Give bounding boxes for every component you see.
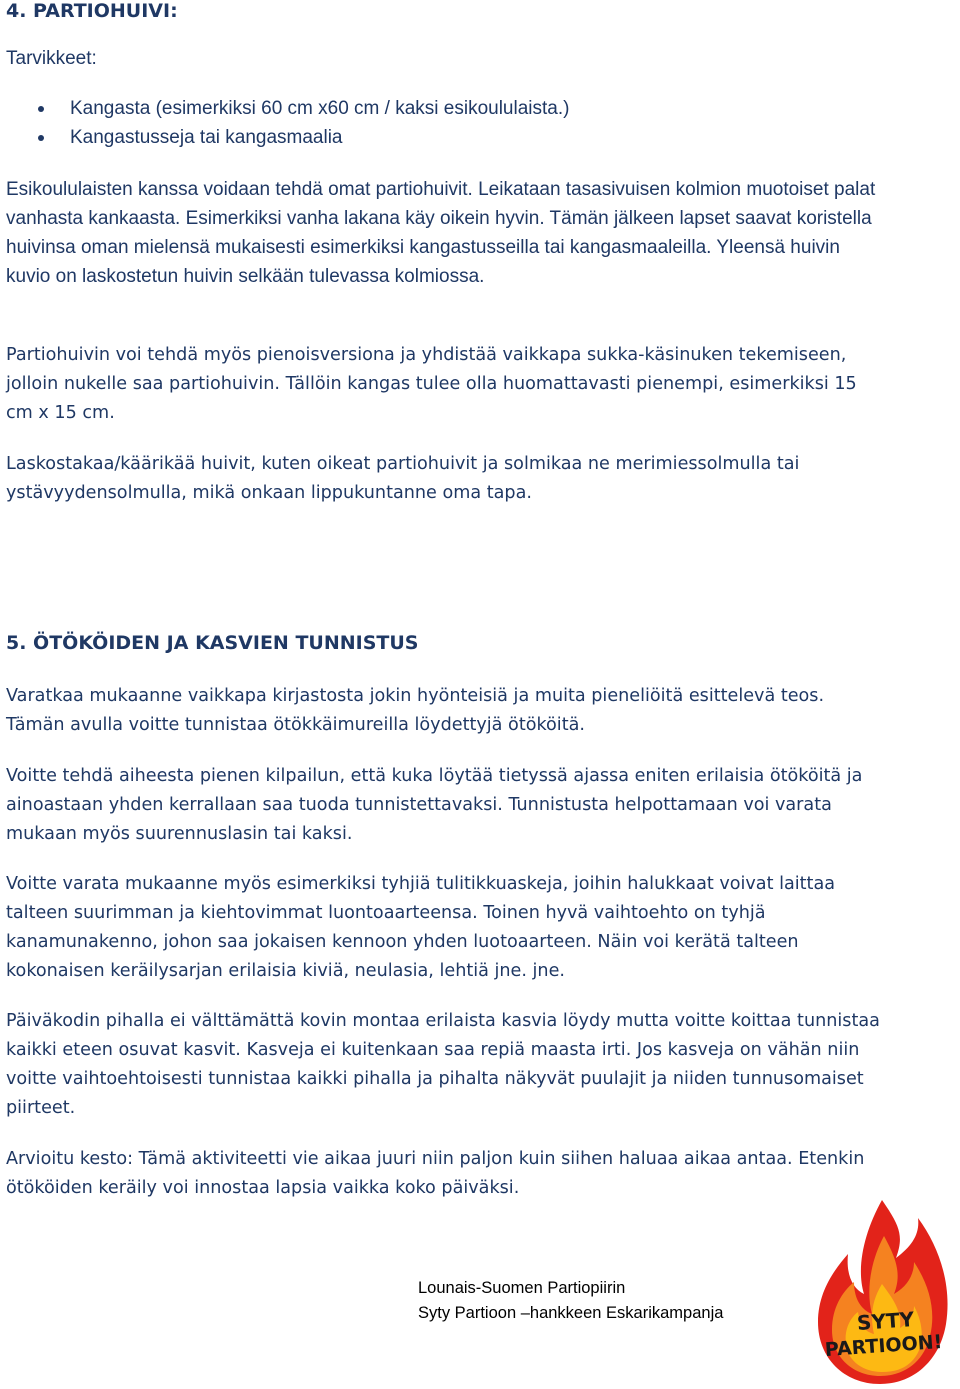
paragraph: Arvioitu kesto: Tämä aktiviteetti vie aikaa juuri niin paljon kuin siihen haluaa aikaa antaa. Etenkin ötököiden keräily voi innostaa lapsia vaikka koko päiväksi. [6, 1149, 865, 1198]
list-item: Kangastusseja tai kangasmaalia [0, 123, 569, 152]
supplies-label: Tarvikkeet: [6, 48, 97, 69]
footer-organization: Lounais-Suomen Partiopiirin [418, 1279, 626, 1297]
section-5-heading: 5. ÖTÖKÖIDEN JA KASVIEN TUNNISTUS [6, 632, 419, 654]
logo-text-partioon: PARTIOON! [824, 1330, 943, 1362]
paragraph: Esikoululaisten kanssa voidaan tehdä omat partiohuivit. Leikataan tasasivuisen kolmion muotoiset palat vanhasta kankaasta. Esimerkiksi vanha lakana käy oikein hyvin. Tämän jälkeen lapset saavat koristella huivinsa oman mielensä mukaisesti esimerkiksi kangastusseilla tai kangasmaaleilla. Yleensä huivin kuvio on laskostetun huivin selkään tulevassa kolmiossa. [6, 179, 876, 287]
paragraph: Laskostakaa/käärikää huivit, kuten oikeat partiohuivit ja solmikaa ne merimiessolmulla tai ystävyydensolmulla, mikä onkaan lippukuntanne oma tapa. [6, 454, 800, 503]
paragraph: Partiohuivin voi tehdä myös pienoisversiona ja yhdistää vaikkapa sukka-käsinuken tekemiseen, jolloin nukelle saa partiohuivin. Tällöin kangas tulee olla huomattavasti pienempi, esimerkiksi 15 cm x 15 cm. [6, 345, 857, 423]
paragraph: Voitte varata mukaanne myös esimerkiksi tyhjiä tulitikkuaskeja, joihin halukkaat voivat laittaa talteen suurimman ja kiehtovimmat luontoaarteensa. Toinen hyvä vaihtoehto on tyhjä kanamunakenno, johon saa jokaisen kennoon yhden luotoaarteen. Näin voi kerätä talteen kokonaisen keräilysarjan erilaisia kiviä, neulasia, lehtiä jne. jne. [6, 874, 836, 981]
bullet-icon [38, 135, 44, 141]
supplies-list [0, 92, 569, 152]
section-4-heading: 4. PARTIOHUIVI: [6, 0, 178, 22]
footer [418, 1276, 723, 1326]
bullet-icon [38, 106, 44, 112]
logo-text-syty: SYTY [856, 1307, 915, 1335]
paragraph: Voitte tehdä aiheesta pienen kilpailun, että kuka löytää tietyssä ajassa eniten erilaisia ötököitä ja ainoastaan yhden kerrallaan saa tuoda tunnistettavaksi. Tunnistusta helpottamaan voi varata mukaan myös suurennuslasin tai kaksi. [6, 766, 863, 844]
list-item: Kangasta (esimerkiksi 60 cm x60 cm / kaksi esikoululaista.) [0, 94, 569, 123]
paragraph: Päiväkodin pihalla ei välttämättä kovin montaa erilaista kasvia löydy mutta voitte koittaa tunnistaa kaikki eteen osuvat kasvit. Kasveja ei kuitenkaan saa repiä maasta irti. Jos kasveja on vähän niin voitte vaihtoehtoisesti tunnistaa kaikki pihalla ja pihalta näkyvät puulajit ja niiden tunnusomaiset piirteet. [6, 1011, 880, 1118]
footer-campaign: Syty Partioon –hankkeen Eskarikampanja [418, 1304, 724, 1322]
paragraph: Varatkaa mukaanne vaikkapa kirjastosta jokin hyönteisiä ja muita pieneliöitä esittelevä teos. Tämän avulla voitte tunnistaa ötökkäimureilla löydettyjä ötököitä. [6, 686, 825, 735]
syty-partioon-flame-logo [812, 1196, 952, 1386]
